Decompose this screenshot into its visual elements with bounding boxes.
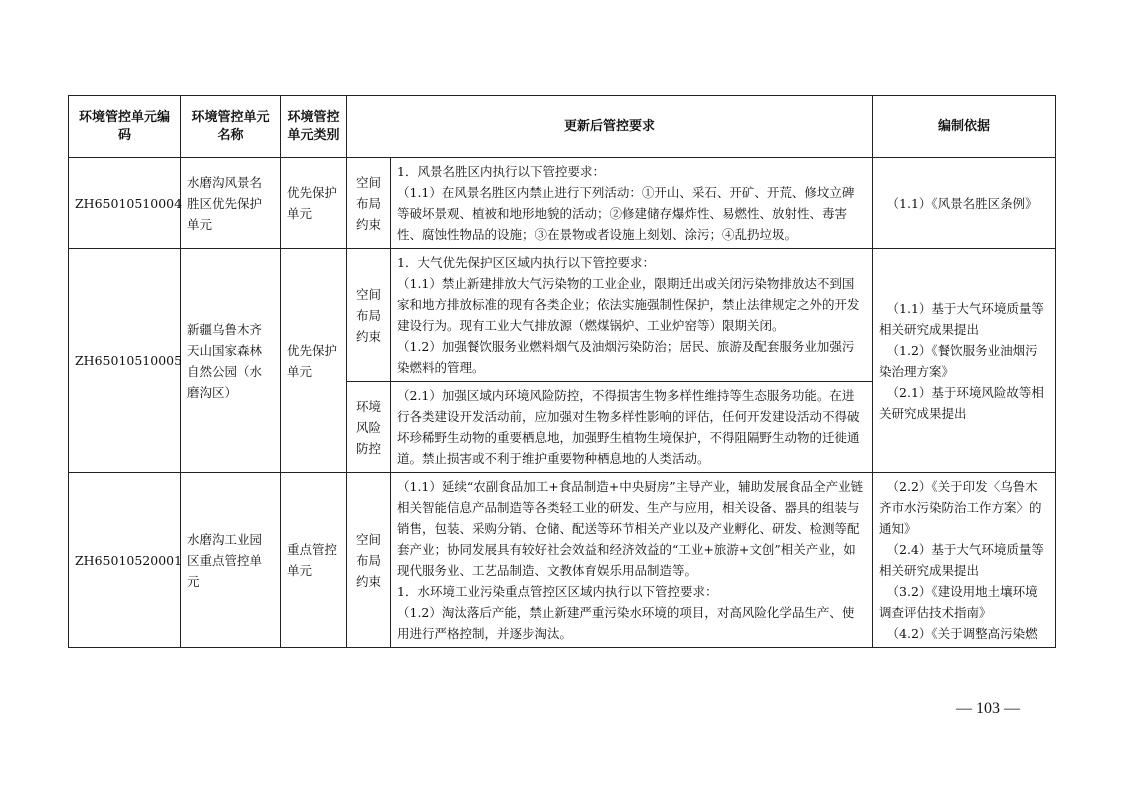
control-dimension: 空间布局约束 <box>347 473 391 648</box>
page-number: — 103 — <box>956 700 1020 717</box>
table-row <box>69 249 1056 382</box>
requirement-line: 1．大气优先保护区区域内执行以下管控要求： <box>397 255 655 270</box>
basis-cell <box>873 158 1056 249</box>
requirement-line: （2.1）加强区域内环境风险防控，不得损害生物多样性维持等生态服务功能。在进行各类建设开发活动前，应加强对生物多样性影响的评估，任何开发建设活动不得破坏珍稀野生动物的重要栖息地，加强野生植物生境保护，不得阻隔野生动物的迁徙通道。禁止损害或不利于维护重要物种栖息地的人类活动。 <box>397 388 860 466</box>
requirements-cell <box>391 382 873 473</box>
control-dimension: 空间布局约束 <box>347 249 391 382</box>
unit-type: 优先保护单元 <box>281 158 347 249</box>
table-row <box>69 473 1056 648</box>
control-dimension: 环境风险防控 <box>347 382 391 473</box>
basis-cell <box>873 473 1056 648</box>
basis-line: （1.2）《餐饮服务业油烟污染治理方案》 <box>879 342 1038 379</box>
header-code: 环境管控单元编码 <box>69 96 181 158</box>
basis-line: （2.4）基于大气环境质量等相关研究成果提出 <box>879 542 1044 578</box>
requirement-line: 1．水环境工业污染重点管控区区域内执行以下管控要求： <box>397 584 718 599</box>
basis-cell <box>873 249 1056 473</box>
header-basis: 编制依据 <box>873 96 1056 158</box>
unit-code: ZH65010510005 <box>69 249 181 473</box>
basis-line: （4.2）《关于调整高污染燃 <box>886 626 1038 641</box>
unit-name: 水磨沟风景名胜区优先保护单元 <box>181 158 281 249</box>
unit-code: ZH65010520001 <box>69 473 181 648</box>
header-type: 环境管控单元类别 <box>281 96 347 158</box>
unit-code: ZH65010510004 <box>69 158 181 249</box>
requirement-line: （1.2）加强餐饮服务业燃料烟气及油烟污染防治；居民、旅游及配套服务业加强污染燃料的管理。 <box>397 339 855 375</box>
unit-name: 新疆乌鲁木齐天山国家森林自然公园（水磨沟区） <box>181 249 281 473</box>
requirement-line: （1.1）禁止新建排放大气污染物的工业企业，限期迁出或关闭污染物排放达不到国家和地方排放标准的现有各类企业；依法实施强制性保护，禁止法律规定之外的开发建设行为。现有工业大气排放源（燃煤锅炉、工业炉窑等）限期关闭。 <box>397 276 860 333</box>
unit-type: 优先保护单元 <box>281 249 347 473</box>
requirements-cell <box>391 158 873 249</box>
unit-name: 水磨沟工业园区重点管控单元 <box>181 473 281 648</box>
requirement-line: （1.1）在风景名胜区内禁止进行下列活动：①开山、采石、开矿、开荒、修坟立碑等破坏景观、植被和地形地貌的活动；②修建储存爆炸性、易燃性、放射性、毒害性、腐蚀性物品的设施；③在景物或者设施上刻划、涂污；④乱扔垃圾。 <box>397 185 855 242</box>
requirements-cell <box>391 249 873 382</box>
header-name: 环境管控单元名称 <box>181 96 281 158</box>
basis-line: （2.1）基于环境风险故等相关研究成果提出 <box>879 384 1044 421</box>
control-dimension: 空间布局约束 <box>347 158 391 249</box>
table-row <box>69 158 1056 249</box>
requirement-line: （1.1）延续“农副食品加工+食品制造+中央厨房”主导产业，辅助发展食品全产业链相关智能信息产品制造等各类轻工业的研发、生产与应用，相关设备、器具的组装与销售，包装、采购分销、仓储、配送等环节相关产业以及产业孵化、研发、检测等配套产业；协同发展具有较好社会效益和经济效益的“工业+旅游+文创”相关产业，如现代服务业、工艺品制造、文教体育娱乐用品制造等。 <box>397 479 864 578</box>
basis-line: （3.2）《建设用地土壤环境调查评估技术指南》 <box>879 584 1038 620</box>
unit-type: 重点管控单元 <box>281 473 347 648</box>
control-requirements-table <box>68 95 1056 648</box>
basis-line: （1.1）《风景名胜区条例》 <box>886 195 1038 211</box>
requirement-line: （1.2）淘汰落后产能，禁止新建严重污染水环境的项目，对高风险化学品生产、使用进行严格控制，并逐步淘汰。 <box>397 605 855 641</box>
basis-line: （2.2）《关于印发〈乌鲁木齐市水污染防治工作方案〉的通知》 <box>879 479 1042 536</box>
table-header-row <box>69 96 1056 158</box>
requirement-line: 1．风景名胜区内执行以下管控要求： <box>397 164 605 179</box>
header-requirements: 更新后管控要求 <box>347 96 873 158</box>
requirements-cell <box>391 473 873 648</box>
basis-line: （1.1）基于大气环境质量等相关研究成果提出 <box>879 300 1044 337</box>
